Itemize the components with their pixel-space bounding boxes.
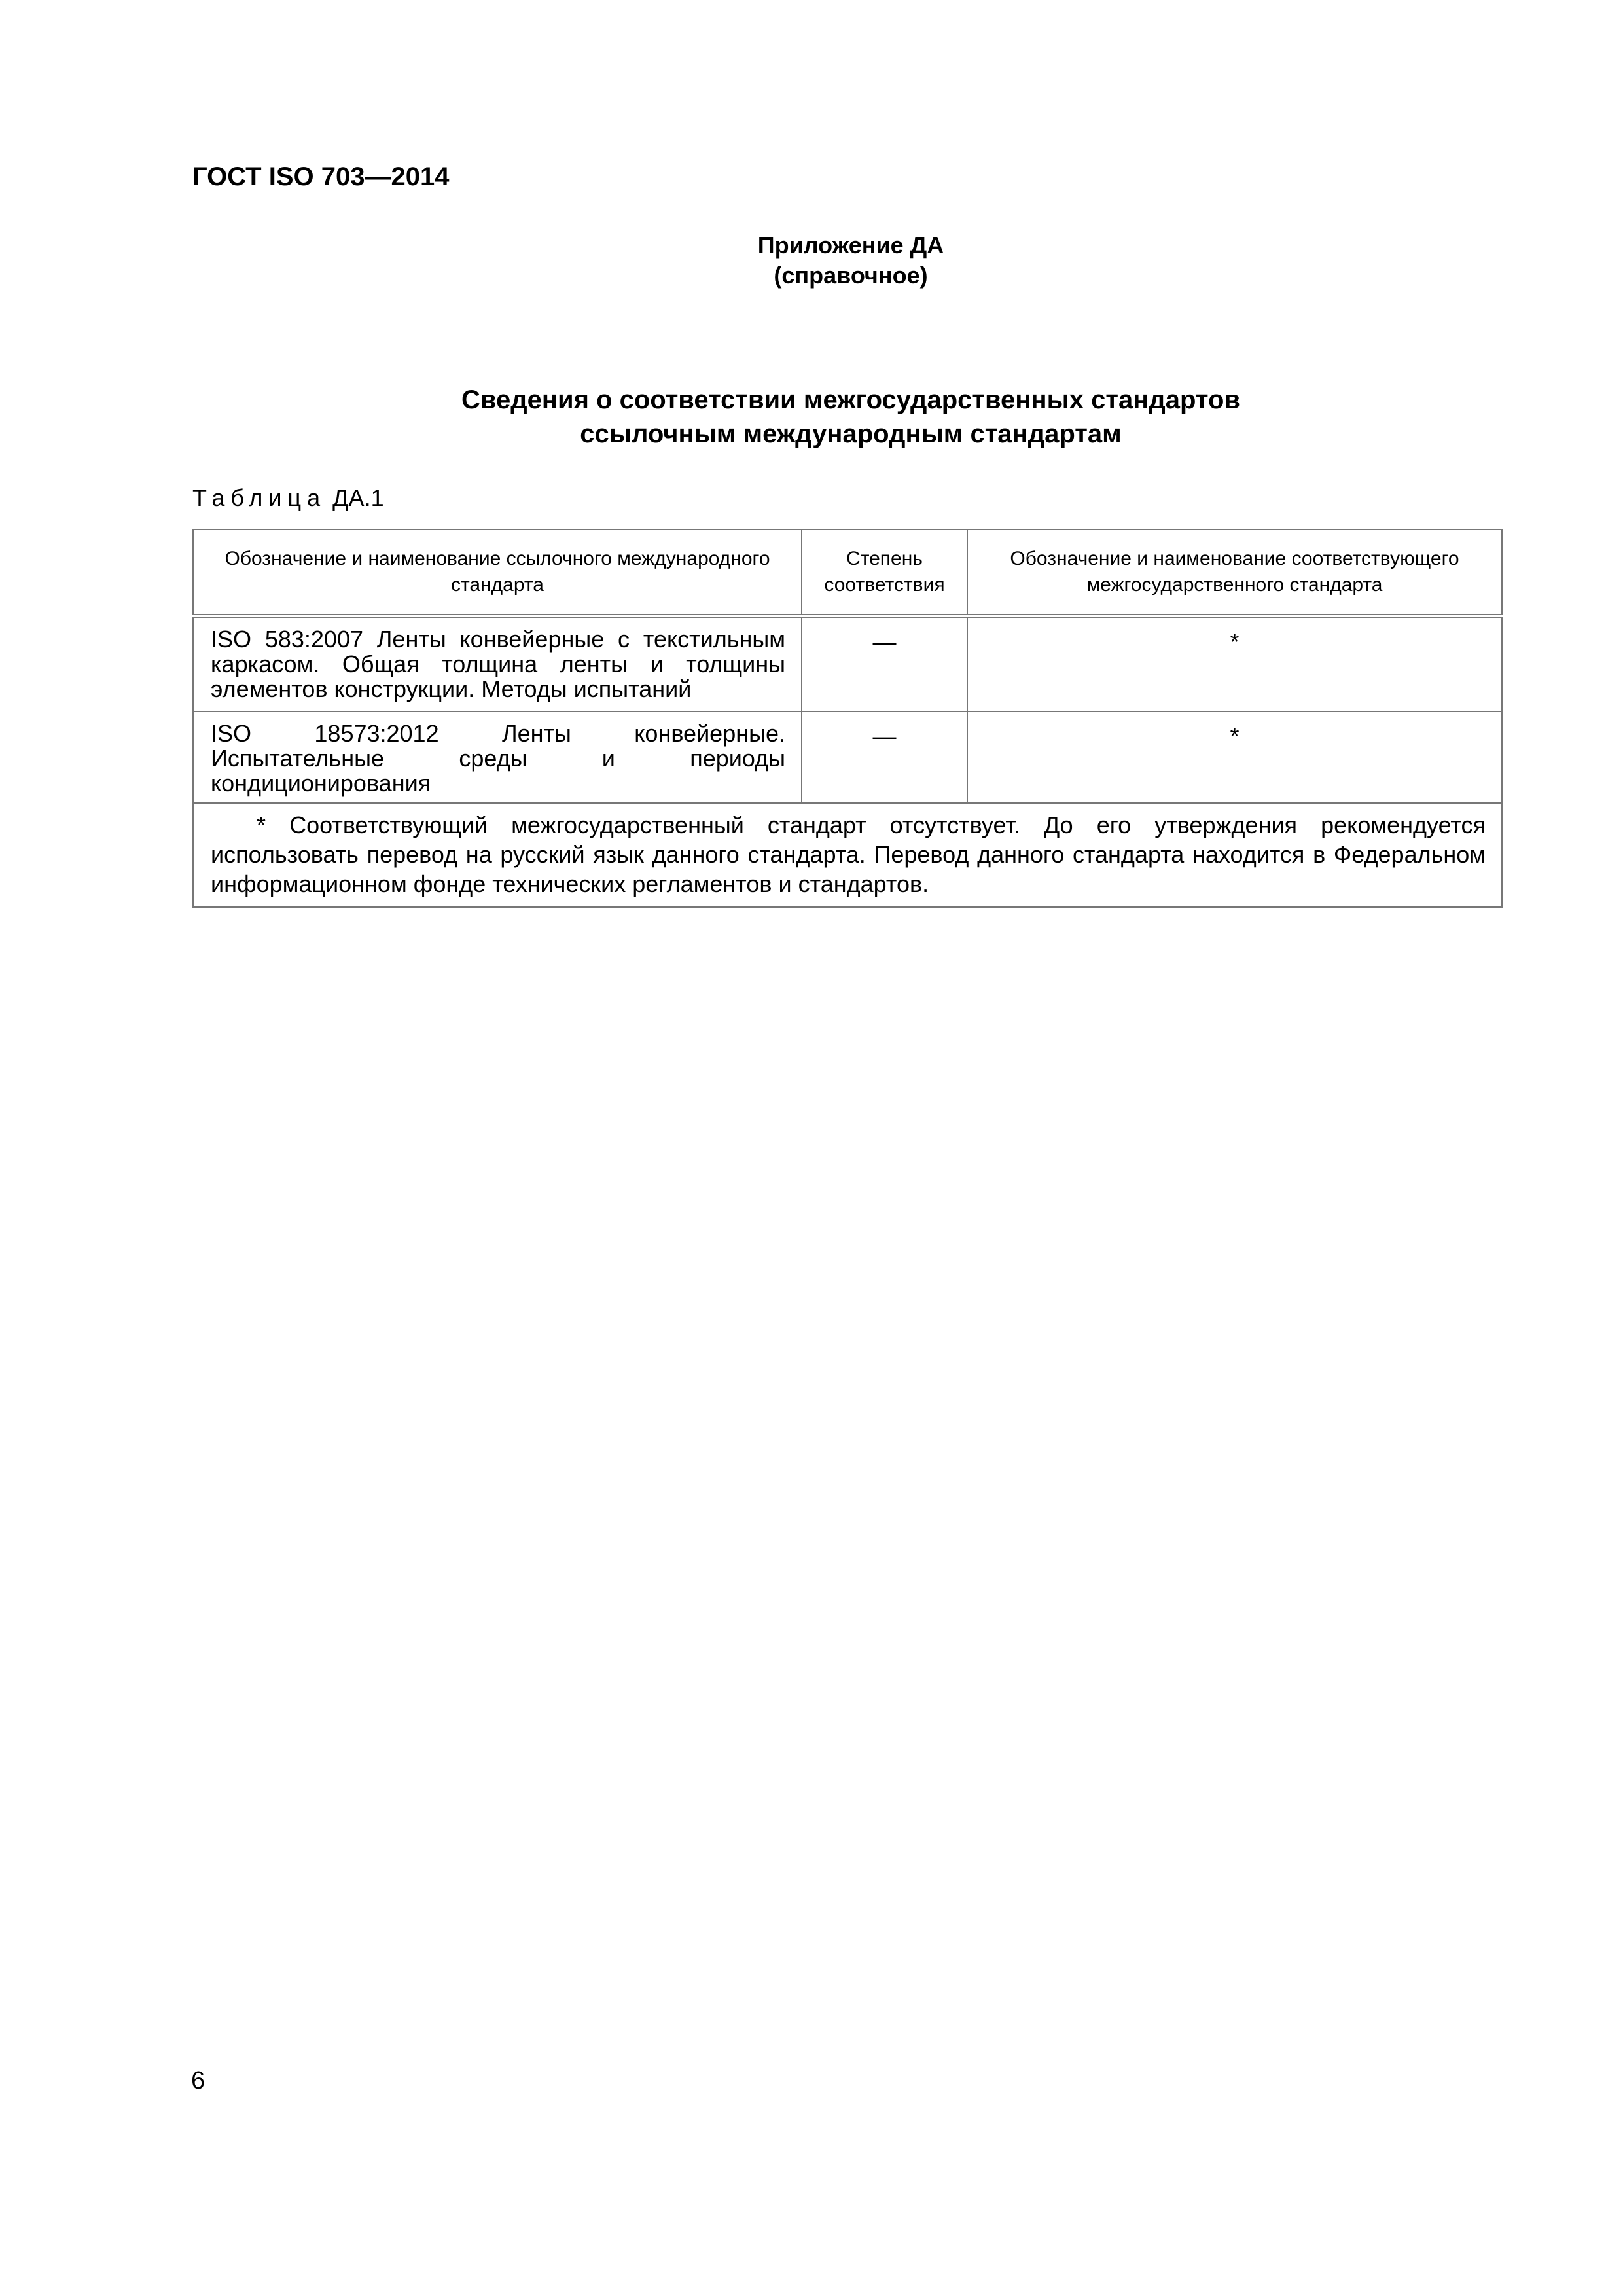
correspondence-table xyxy=(192,529,1503,908)
annex-heading xyxy=(654,230,1047,291)
table-caption-number: ДА.1 xyxy=(332,484,384,511)
table-footnote xyxy=(193,803,1502,907)
header-reference-standard: Обозначение и наименование ссылочного международного стандарта xyxy=(193,529,802,616)
document-code: ГОСТ ISO 703—2014 xyxy=(192,162,450,191)
equivalent-standard-cell: * xyxy=(967,711,1502,803)
section-title xyxy=(327,383,1374,451)
degree-cell: — xyxy=(802,616,967,711)
annex-kind: (справочное) xyxy=(774,262,928,289)
annex-title: Приложение ДА xyxy=(757,232,944,259)
page-number: 6 xyxy=(191,2067,205,2094)
section-title-line-1: Сведения о соответствии межгосударственных стандартов xyxy=(461,386,1240,414)
section-title-line-2: ссылочным международным стандартам xyxy=(580,420,1122,448)
table-row xyxy=(193,711,1502,803)
table-row xyxy=(193,616,1502,711)
header-degree: Степень соответствия xyxy=(802,529,967,616)
degree-cell: — xyxy=(802,711,967,803)
table-header-row xyxy=(193,529,1502,616)
reference-standard-cell: ISO 18573:2012 Ленты конвейерные. Испытательные среды и периоды кондиционирования xyxy=(193,711,802,803)
table-caption xyxy=(192,484,384,512)
header-interstate-standard: Обозначение и наименование соответствующего межгосударственного стандарта xyxy=(967,529,1502,616)
table-caption-word: Таблица xyxy=(192,484,327,511)
equivalent-standard-cell: * xyxy=(967,616,1502,711)
footnote-text: * Соответствующий межгосударственный стандарт отсутствует. До его утверждения рекомендуется использовать перевод на русский язык данного стандарта. Перевод данного стандарта находится в Федеральном информационном фонде технических регламентов и стандартов. xyxy=(211,812,1486,897)
table-footnote-row xyxy=(193,803,1502,907)
reference-standard-cell: ISO 583:2007 Ленты конвейерные с текстильным каркасом. Общая толщина ленты и толщины элементов конструкции. Методы испытаний xyxy=(193,616,802,711)
